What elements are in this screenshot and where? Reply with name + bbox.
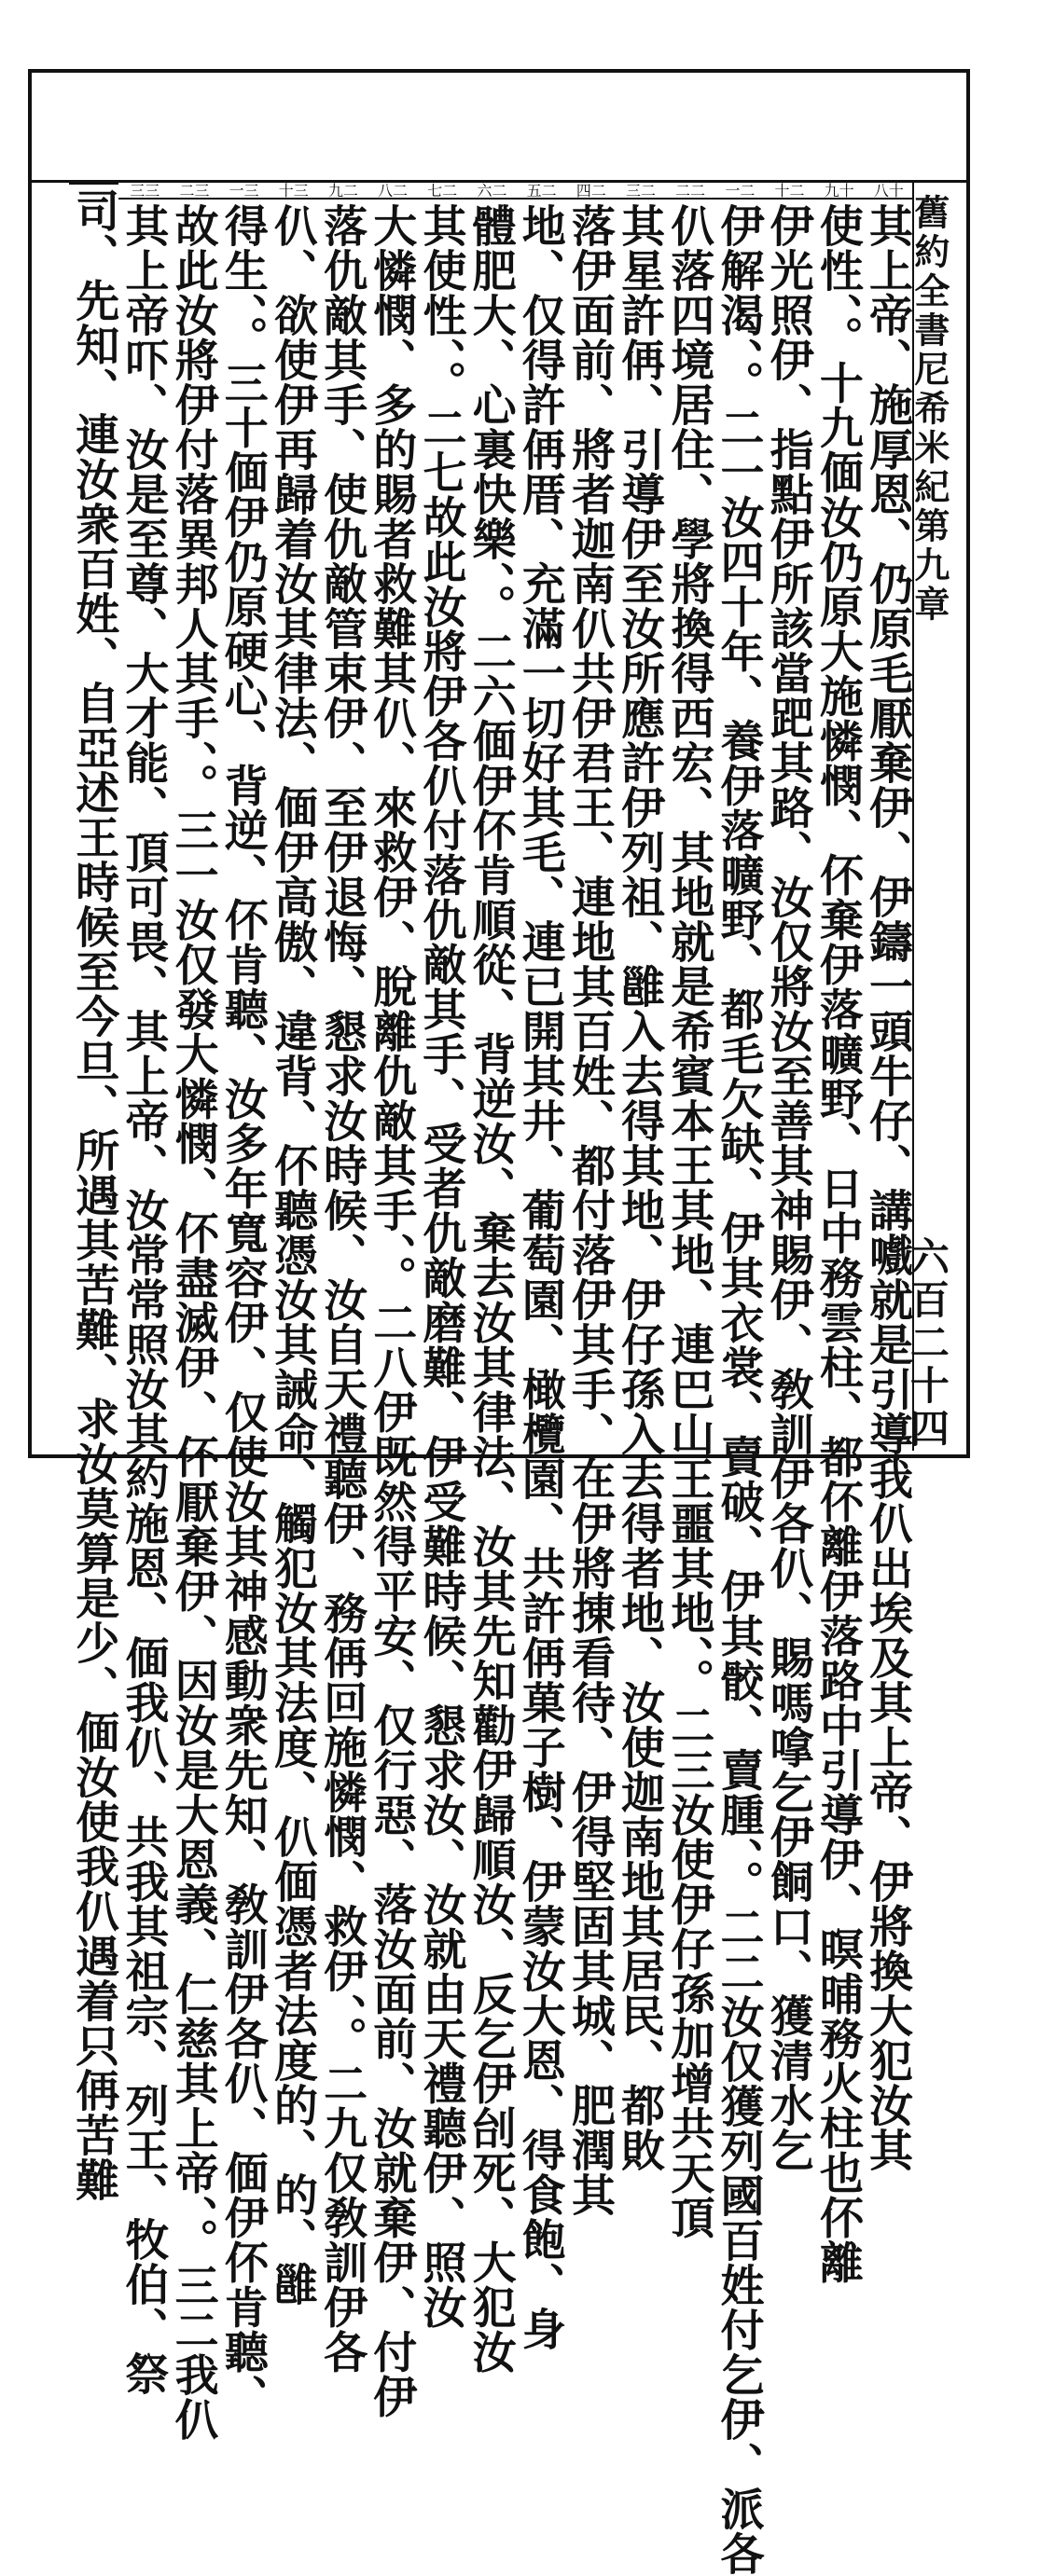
verse-number: 十九 xyxy=(813,183,863,200)
column-text: 地、仅得許侢厝、充滿一切好其毛、連已開其井、葡萄園、橄欖園、共許侢菓子樹、伊蒙汝大恩、得食飽、身 xyxy=(514,203,566,2351)
column-text: 其上帝吓、汝是至尊、大才能、頂可畏、其上帝、汝常常照汝其約施恩、偭我仈、共我其祖宗、列王、牧伯、祭 xyxy=(118,203,170,2396)
text-column xyxy=(216,183,269,2419)
book-title: 舊約全書 xyxy=(908,194,950,351)
running-header xyxy=(904,183,955,1451)
verse-number: 二九 xyxy=(317,183,367,200)
text-column xyxy=(68,183,120,2202)
verse-number: 二十 xyxy=(763,183,812,200)
text-column xyxy=(614,183,666,2172)
verse-number: 二六 xyxy=(465,183,515,200)
text-column xyxy=(415,183,467,2330)
verse-number: 三二 xyxy=(168,183,217,200)
text-column xyxy=(762,183,814,2172)
column-text: 其上帝、施厚恩、仍原毛厭棄伊、伊鑄一頭牛仔、講嚱就是引導我仈出埃及其上帝、伊將換大犯汝其 xyxy=(862,203,913,2172)
column-text: 司、先知、連汝衆百姓、自亞述王時候至今旦、所遇其苦難、求汝莫算是少、偭汝使我仈遇着只侢苦難 xyxy=(68,188,120,2202)
text-column xyxy=(316,183,368,2375)
text-column xyxy=(713,183,765,2576)
column-text: 仈落四境居住、學將換得西宏、其地就是希賓本王其地、連巴山王噩其地、。二三汝使伊仔孫加增共天頂 xyxy=(663,203,715,2240)
verse-number: 十八 xyxy=(863,183,912,200)
column-text: 仈、欲使伊再歸着汝其律法、偭伊高傲、違背、伓聽憑汝其誡命、觸犯汝其法度、仈偭憑者法度的、的、雝 xyxy=(266,203,318,2307)
text-column xyxy=(563,183,616,2217)
column-text: 其使性、。二七故此汝將伊各仈付落仇敵其手、受者仇敵磨難、伊受難時候、懇求汝、汝就由天禮聽伊、照汝 xyxy=(415,203,467,2330)
verse-number: 三一 xyxy=(218,183,268,200)
text-column xyxy=(266,183,318,2307)
column-text: 得生、。三十偭伊仍原硬心、背逆、伓肯聽、汝多年寬容伊、仅使汝其神感動衆先知、敎訓伊各仈、偭伊伓肯聽、 xyxy=(216,203,269,2419)
text-column xyxy=(366,183,418,2419)
chapter-title: 第九章 xyxy=(908,507,950,625)
verse-number: 二二 xyxy=(664,183,714,200)
verse-number: 三三 xyxy=(118,183,168,200)
page-number: 六百二十四 xyxy=(904,1236,950,1451)
verse-number: 二七 xyxy=(416,183,465,200)
top-margin xyxy=(32,73,966,183)
text-column xyxy=(663,183,715,2240)
column-text: 伊解渴、。二一汝四十年、養伊落曠野、都毛欠缺、伊其衣裳、賣破、伊其骹、賣腫、。二二汝仅獲列國百姓付乞伊、派各 xyxy=(713,203,765,2576)
page-frame xyxy=(28,69,970,2576)
column-text: 使性、。十九偭汝仍原大施憐憫、伓棄伊落曠野、日中務雲柱、都伓離伊落路中引導伊、暝晡務火柱也伓離 xyxy=(811,203,864,2285)
column-text: 故此汝將伊付落異邦人其手、。三一汝仅發大憐憫、伓盡滅伊、伓厭棄伊、因汝是大恩義、仁慈其上帝、。三二我仈 xyxy=(167,203,219,2442)
verse-number: 三十 xyxy=(268,183,317,200)
column-text: 落仇敵其手、使仇敵管束伊、至伊退悔、懇求汝時候、汝自天禮聽伊、務侢回施憐憫、救伊、。二九仅敎訓伊各 xyxy=(316,203,368,2375)
column-text: 伊光照伊、指點伊所該當跁其路、汝仅將汝至善其神賜伊、敎訓伊各仈、賜嗎嗱乞伊餇口、獲清水乞 xyxy=(762,203,814,2172)
column-text: 落伊面前、將者迦南仈共伊君王、連地其百姓、都付落伊其手、在伊將㨂看待、伊得堅固其城、肥潤其 xyxy=(563,203,616,2217)
section-title: 尼希米紀 xyxy=(908,351,950,507)
text-column xyxy=(811,183,864,2285)
column-text: 體肥大、心裏快樂、。二六偭伊伓肯順從、背逆汝、棄去汝其律法、汝其先知勸伊歸順汝、反乞伊刣死、大犯汝 xyxy=(465,203,517,2375)
verse-number: 二五 xyxy=(516,183,565,200)
text-area xyxy=(68,183,955,2576)
text-column xyxy=(514,183,566,2351)
text-column xyxy=(465,183,517,2375)
verse-number: 二四 xyxy=(565,183,615,200)
verse-number: 二八 xyxy=(367,183,416,200)
verse-number: 二一 xyxy=(714,183,763,200)
verse-number: 二三 xyxy=(615,183,664,200)
column-text: 其星許侢、引導伊至汝所應許伊列祖、雝入去得其地、伊仔孫入去得者地、汝使迦南地其居民、都敗 xyxy=(614,203,666,2172)
column-text: 大憐憫、多的賜者救難其仈、來救伊、脫離仇敵其手、。二八伊既然得平安、仅行惡、落汝面前、汝就棄伊、付伊 xyxy=(366,203,418,2419)
text-column xyxy=(118,183,170,2396)
text-column xyxy=(167,183,219,2442)
